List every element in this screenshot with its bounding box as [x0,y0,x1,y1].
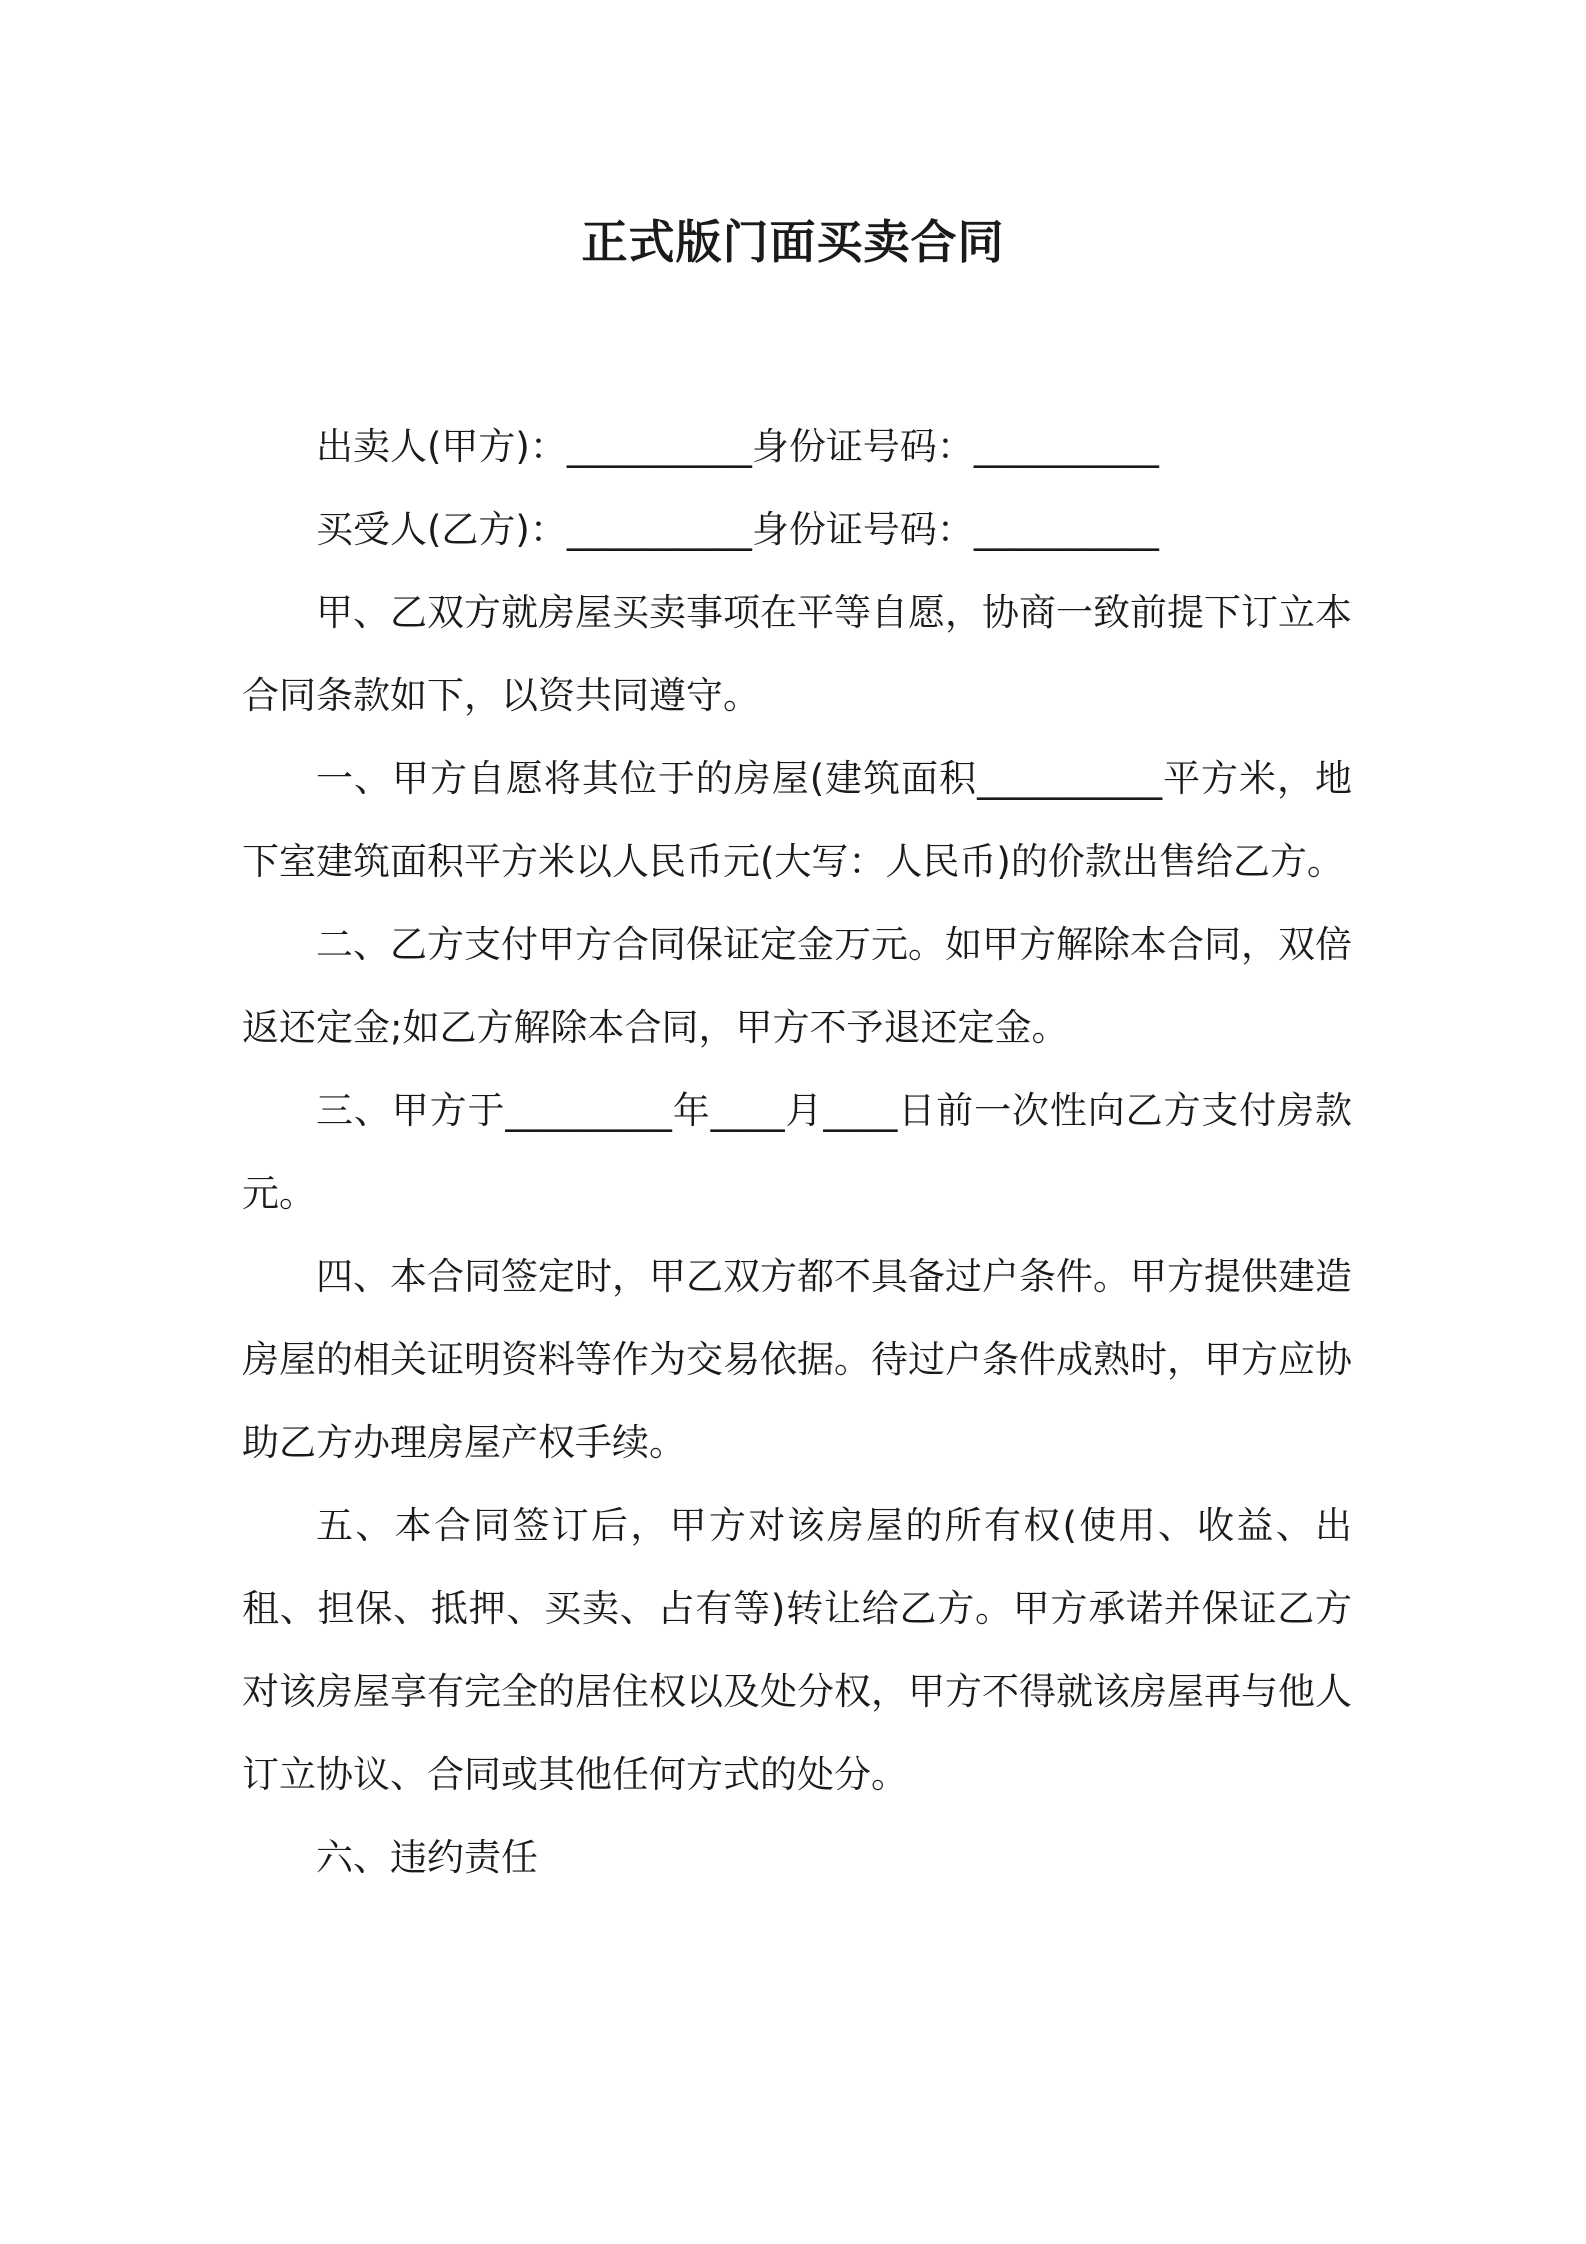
clause-3-paragraph: 三、甲方于_________年____月____日前一次性向乙方支付房款元。 [242,1089,1352,1215]
document-title: 正式版门面买卖合同 [581,215,1005,269]
clause-2-paragraph: 二、乙方支付甲方合同保证定金万元。如甲方解除本合同，双倍返还定金;如乙方解除本合同，甲方不予退还定金。 [242,923,1352,1049]
document-body [242,405,1352,1899]
clause-5-paragraph: 五、本合同签订后，甲方对该房屋的所有权(使用、收益、出租、担保、抵押、买卖、占有等)转让给乙方。甲方承诺并保证乙方对该房屋享有完全的居住权以及处分权，甲方不得就该房屋再与他人订立协议、合同或其他任何方式的处分。 [242,1504,1352,1796]
section-6-heading: 六、违约责任 [316,1836,538,1879]
seller-line: 出卖人(甲方)：__________身份证号码：__________ [316,425,1159,468]
preamble-paragraph: 甲、乙双方就房屋买卖事项在平等自愿，协商一致前提下订立本合同条款如下，以资共同遵守。 [242,591,1352,717]
clause-4-paragraph: 四、本合同签定时，甲乙双方都不具备过户条件。甲方提供建造房屋的相关证明资料等作为交易依据。待过户条件成熟时，甲方应协助乙方办理房屋产权手续。 [242,1255,1352,1464]
buyer-line: 买受人(乙方)：__________身份证号码：__________ [316,508,1159,551]
clause-1-paragraph: 一、甲方自愿将其位于的房屋(建筑面积__________平方米，地下室建筑面积平方米以人民币元(大写：人民币)的价款出售给乙方。 [242,757,1352,883]
